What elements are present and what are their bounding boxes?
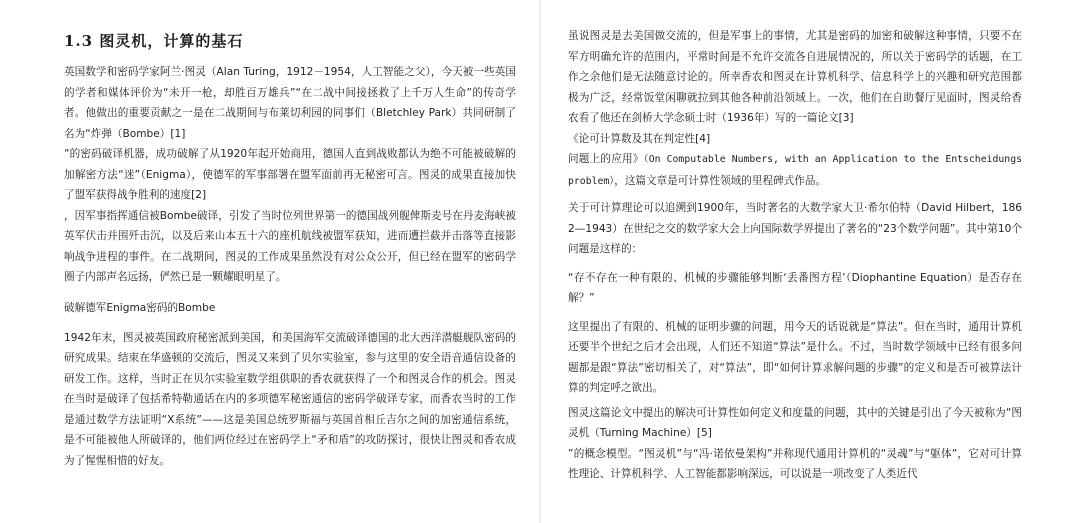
spacer (568, 260, 1022, 268)
paragraph-paper-detail (568, 149, 1022, 192)
paragraph-concept-model: ”的概念模型。“图灵机”与“冯·诺依曼架构”并称现代通用计算机的“灵魂”与“躯体”，它对可计算性理论、计算机科学、人工智能都影响深远，可以说是一项改变了人类近代 (568, 447, 1022, 480)
spacer (64, 318, 516, 328)
paragraph-turing-intro: 英国数学和密码学家阿兰·图灵（Alan Turing，1912－1954，人工智能之父），今天被一些英国的学者和媒体评价为“未开一枪，却胜百万雄兵”“在二战中间接拯救了上千万人生命”的传奇学者。他做出的重要贡献之一是在二战期间与布莱切利园的同事们（Bletchley Park）共同研制了名为“炸弹（Bombe）[1] (64, 66, 516, 140)
paper-title-en: （On Computable Numbers, with an Application to the Entscheidungsproblem） (568, 154, 1022, 187)
paragraph-bombe-impact: ，因军事指挥通信被Bombe破译，引发了当时位列世界第一的德国战列舰俾斯麦号在丹麦海峡被英军伏击并围歼击沉，以及后来山本五十六的座机航线被盟军获知，进而遭拦截并击落等直接影响战争进程的事件。在二战期间，图灵的工作成果虽然没有对公众公开，但已经在盟军的密码学圈子内部声名远扬，俨然已是一颗耀眼明星了。 (64, 209, 516, 283)
right-page (541, 0, 1080, 523)
spacer (64, 288, 516, 298)
paper-title-cn: 问题上的应用》 (568, 153, 644, 165)
paragraph-enigma: ”的密码破译机器，成功破解了从1920年起开始商用，德国人直到战败都认为绝不可能被破解的加解密方法“迷”（Enigma），使德军的军事部署在盟军面前再无秘密可言。图灵的成果直接加快了盟军获得战争胜利的速度[2] (64, 148, 516, 201)
spacer (568, 309, 1022, 317)
paragraph-shannon-turing: 虽说图灵是去美国做交流的，但是军事上的事情，尤其是密码的加密和破解这种事情，只要不在军方明确允许的范围内，平常时间是不允许交流各自进展情况的，所以关于密码学的话题，在工作之余他们是无法随意讨论的。所幸香农和图灵在计算机科学、信息科学上的兴趣和研究范围都极为广泛，经常饭堂闲聊就拉到其他各种前沿领域上。一次，他们在自助餐厅见面时，图灵给香农看了他还在剑桥大学念硕士时（1936年）写的一篇论文[3] (568, 30, 1022, 124)
section-heading: 1.3 图灵机，计算的基石 (64, 32, 244, 50)
paper-significance: ，这篇文章是可计算性领域的里程碑式作品。 (614, 174, 827, 187)
paragraph-question-10: “存不存在一种有限的、机械的步骤能够判断‘丢番图方程’（Diophantine Equation）是否存在解？” (568, 271, 1022, 304)
paragraph-turing-machine: 图灵这篇论文中提出的解决可计算性如何定义和度量的问题，其中的关键是引出了今天被称为“图灵机（Turning Machine）[5] (568, 406, 1022, 439)
figure-caption: 破解德军Enigma密码的Bombe (64, 301, 216, 314)
paragraph-turing-usa: 1942年末，图灵被英国政府秘密派到美国，和美国海军交流破译德国的北大西洋潜艇舰队密码的研究成果。结束在华盛顿的交流后，图灵又来到了贝尔实验室，参与这里的安全语音通信设备的研发工作。这样，当时正在贝尔实验室数学组供职的香农就获得了一个和图灵合作的机会。图灵在当时是破译了包括希特勒通话在内的多项德军秘密通信的密码学破译专家，而香农当时的工作是通过数学方法证明“X系统”——这是美国总统罗斯福与英国首相丘吉尔之间的加密通信系统，是不可能被他人所破译的，他们两位经过在密码学上“矛和盾”的攻防探讨，很快让图灵和香农成为了惺惺相惜的好友。 (64, 331, 516, 467)
paragraph-paper-title: 《论可计算数及其在判定性[4] (568, 132, 711, 145)
paragraph-hilbert: 关于可计算理论可以追溯到1900年，当时著名的大数学家大卫·希尔伯特（David Hilbert，1862—1943）在世纪之交的数学家大会上向国际数学界提出了著名的“23个数学问题”。其中第10个问题是这样的： (568, 202, 1022, 255)
paragraph-algorithm: 这里提出了有限的、机械的证明步骤的问题，用今天的话说就是“算法”。但在当时，通用计算机还要半个世纪之后才会出现，人们还不知道“算法”是什么。不过，当时数学领域中已经有很多问题都是跟“算法”密切相关了，对“算法”，即“如何计算求解问题的步骤”的定义和是否可被算法计算的判定呼之欲出。 (568, 320, 1022, 394)
